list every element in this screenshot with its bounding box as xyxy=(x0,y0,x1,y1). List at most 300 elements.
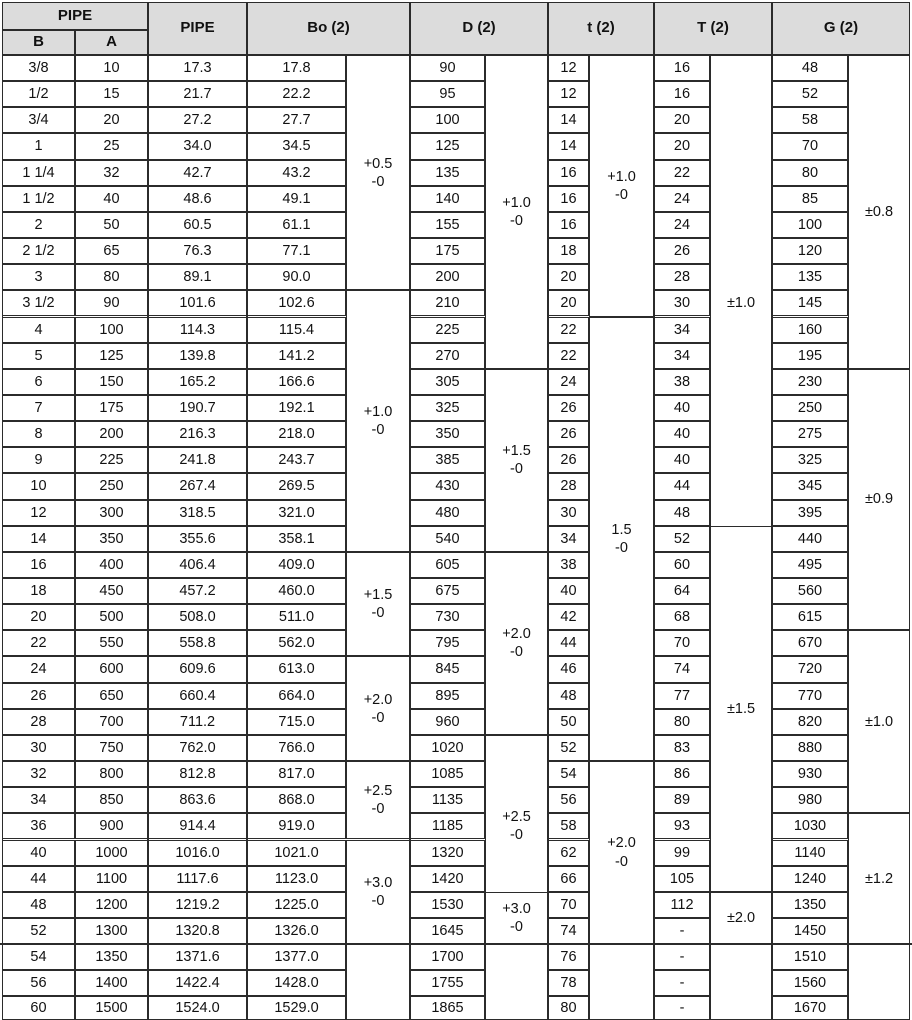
cell-g: 85 xyxy=(772,186,848,212)
cell-a: 1100 xyxy=(75,866,148,892)
cell-bo: 243.7 xyxy=(247,447,346,473)
cell-d: 100 xyxy=(410,107,485,133)
cell-pipe: 1371.6 xyxy=(148,944,247,970)
cell-d: 1530 xyxy=(410,892,485,918)
cell-t-big: 40 xyxy=(654,421,710,447)
cell-pipe: 190.7 xyxy=(148,395,247,421)
cell-bo: 61.1 xyxy=(247,212,346,238)
cell-pipe: 101.6 xyxy=(148,290,247,316)
cell-t-big: 26 xyxy=(654,238,710,264)
cell-d: 95 xyxy=(410,81,485,107)
cell-pipe: 114.3 xyxy=(148,317,247,343)
cell-t-big: 112 xyxy=(654,892,710,918)
cell-pipe: 76.3 xyxy=(148,238,247,264)
cell-g: 52 xyxy=(772,81,848,107)
cell-pipe: 457.2 xyxy=(148,578,247,604)
cell-d: 480 xyxy=(410,500,485,526)
cell-t-small: 20 xyxy=(548,290,589,316)
cell-b: 10 xyxy=(2,473,75,499)
cell-pipe: 355.6 xyxy=(148,526,247,552)
cell-a: 25 xyxy=(75,133,148,159)
cell-d: 200 xyxy=(410,264,485,290)
cell-d: 175 xyxy=(410,238,485,264)
tolerance-t-big xyxy=(710,944,772,1020)
cell-a: 400 xyxy=(75,552,148,578)
cell-g: 120 xyxy=(772,238,848,264)
cell-t-small: 70 xyxy=(548,892,589,918)
cell-b: 36 xyxy=(2,813,75,839)
cell-bo: 1123.0 xyxy=(247,866,346,892)
cell-g: 1240 xyxy=(772,866,848,892)
cell-g: 930 xyxy=(772,761,848,787)
cell-bo: 358.1 xyxy=(247,526,346,552)
cell-d: 675 xyxy=(410,578,485,604)
cell-b: 1 xyxy=(2,133,75,159)
cell-d: 135 xyxy=(410,160,485,186)
cell-t-big: 52 xyxy=(654,526,710,552)
tolerance-g: ±1.2 xyxy=(848,813,910,944)
cell-bo: 613.0 xyxy=(247,656,346,682)
section-separator xyxy=(0,943,912,945)
cell-d: 1135 xyxy=(410,787,485,813)
cell-a: 20 xyxy=(75,107,148,133)
cell-a: 100 xyxy=(75,317,148,343)
cell-pipe: 609.6 xyxy=(148,656,247,682)
cell-t-small: 50 xyxy=(548,709,589,735)
cell-t-small: 78 xyxy=(548,970,589,996)
cell-pipe: 27.2 xyxy=(148,107,247,133)
cell-a: 850 xyxy=(75,787,148,813)
cell-pipe: 558.8 xyxy=(148,630,247,656)
cell-b: 40 xyxy=(2,840,75,866)
cell-pipe: 48.6 xyxy=(148,186,247,212)
cell-bo: 269.5 xyxy=(247,473,346,499)
cell-pipe: 863.6 xyxy=(148,787,247,813)
tolerance-g: ±1.0 xyxy=(848,630,910,813)
cell-t-big: 99 xyxy=(654,840,710,866)
cell-t-big: - xyxy=(654,996,710,1020)
cell-g: 440 xyxy=(772,526,848,552)
tolerance-d: +3.0 -0 xyxy=(485,892,548,944)
cell-d: 1420 xyxy=(410,866,485,892)
cell-t-big: 24 xyxy=(654,186,710,212)
cell-pipe: 267.4 xyxy=(148,473,247,499)
cell-bo: 715.0 xyxy=(247,709,346,735)
cell-b: 26 xyxy=(2,683,75,709)
cell-b: 8 xyxy=(2,421,75,447)
cell-b: 2 xyxy=(2,212,75,238)
cell-b: 48 xyxy=(2,892,75,918)
cell-pipe: 34.0 xyxy=(148,133,247,159)
cell-a: 150 xyxy=(75,369,148,395)
cell-t-small: 14 xyxy=(548,133,589,159)
cell-t-small: 22 xyxy=(548,317,589,343)
cell-d: 225 xyxy=(410,317,485,343)
cell-b: 18 xyxy=(2,578,75,604)
cell-a: 65 xyxy=(75,238,148,264)
cell-a: 500 xyxy=(75,604,148,630)
tolerance-t-small: +1.0 -0 xyxy=(589,55,654,317)
header-t-big: T (2) xyxy=(654,2,772,55)
cell-a: 600 xyxy=(75,656,148,682)
header-b: B xyxy=(2,30,75,55)
cell-b: 56 xyxy=(2,970,75,996)
cell-a: 1200 xyxy=(75,892,148,918)
header-t-small: t (2) xyxy=(548,2,654,55)
cell-b: 5 xyxy=(2,343,75,369)
cell-bo: 1021.0 xyxy=(247,840,346,866)
cell-pipe: 89.1 xyxy=(148,264,247,290)
cell-a: 90 xyxy=(75,290,148,316)
cell-t-small: 42 xyxy=(548,604,589,630)
cell-t-small: 58 xyxy=(548,813,589,839)
cell-d: 1645 xyxy=(410,918,485,944)
tolerance-d: +2.5 -0 xyxy=(485,735,548,918)
cell-a: 1000 xyxy=(75,840,148,866)
tolerance-g xyxy=(848,944,910,1020)
cell-t-big: 105 xyxy=(654,866,710,892)
cell-t-small: 52 xyxy=(548,735,589,761)
cell-d: 1320 xyxy=(410,840,485,866)
cell-t-small: 28 xyxy=(548,473,589,499)
cell-b: 1 1/4 xyxy=(2,160,75,186)
cell-a: 350 xyxy=(75,526,148,552)
tolerance-bo: +2.0 -0 xyxy=(346,656,410,761)
cell-pipe: 1524.0 xyxy=(148,996,247,1020)
cell-g: 250 xyxy=(772,395,848,421)
cell-b: 60 xyxy=(2,996,75,1020)
cell-d: 305 xyxy=(410,369,485,395)
cell-g: 980 xyxy=(772,787,848,813)
cell-d: 325 xyxy=(410,395,485,421)
cell-bo: 218.0 xyxy=(247,421,346,447)
cell-a: 650 xyxy=(75,683,148,709)
cell-pipe: 165.2 xyxy=(148,369,247,395)
cell-bo: 919.0 xyxy=(247,813,346,839)
cell-t-small: 80 xyxy=(548,996,589,1020)
cell-a: 32 xyxy=(75,160,148,186)
cell-t-small: 48 xyxy=(548,683,589,709)
cell-g: 1030 xyxy=(772,813,848,839)
cell-t-small: 16 xyxy=(548,160,589,186)
cell-pipe: 17.3 xyxy=(148,55,247,81)
cell-b: 4 xyxy=(2,317,75,343)
cell-a: 800 xyxy=(75,761,148,787)
cell-t-small: 34 xyxy=(548,526,589,552)
cell-g: 880 xyxy=(772,735,848,761)
cell-t-small: 66 xyxy=(548,866,589,892)
cell-bo: 1377.0 xyxy=(247,944,346,970)
cell-g: 58 xyxy=(772,107,848,133)
cell-b: 30 xyxy=(2,735,75,761)
cell-bo: 43.2 xyxy=(247,160,346,186)
cell-t-small: 12 xyxy=(548,55,589,81)
cell-b: 34 xyxy=(2,787,75,813)
cell-t-small: 40 xyxy=(548,578,589,604)
cell-b: 2 1/2 xyxy=(2,238,75,264)
cell-bo: 460.0 xyxy=(247,578,346,604)
cell-g: 1510 xyxy=(772,944,848,970)
cell-d: 1755 xyxy=(410,970,485,996)
cell-d: 90 xyxy=(410,55,485,81)
cell-a: 50 xyxy=(75,212,148,238)
cell-bo: 115.4 xyxy=(247,317,346,343)
cell-bo: 27.7 xyxy=(247,107,346,133)
cell-pipe: 762.0 xyxy=(148,735,247,761)
cell-g: 720 xyxy=(772,656,848,682)
cell-b: 16 xyxy=(2,552,75,578)
cell-b: 22 xyxy=(2,630,75,656)
tolerance-d: +1.5 -0 xyxy=(485,369,548,552)
cell-t-big: 48 xyxy=(654,500,710,526)
cell-t-small: 76 xyxy=(548,944,589,970)
tolerance-g: ±0.9 xyxy=(848,369,910,631)
header-g: G (2) xyxy=(772,2,910,55)
cell-g: 195 xyxy=(772,343,848,369)
cell-t-big: 93 xyxy=(654,813,710,839)
cell-t-small: 62 xyxy=(548,840,589,866)
cell-t-big: - xyxy=(654,918,710,944)
cell-b: 3/8 xyxy=(2,55,75,81)
cell-t-small: 26 xyxy=(548,395,589,421)
tolerance-t-big: ±1.0 xyxy=(710,55,772,552)
cell-a: 1500 xyxy=(75,996,148,1020)
cell-g: 275 xyxy=(772,421,848,447)
cell-a: 700 xyxy=(75,709,148,735)
cell-g: 615 xyxy=(772,604,848,630)
cell-t-big: 22 xyxy=(654,160,710,186)
cell-pipe: 216.3 xyxy=(148,421,247,447)
cell-t-big: 30 xyxy=(654,290,710,316)
cell-bo: 22.2 xyxy=(247,81,346,107)
cell-b: 44 xyxy=(2,866,75,892)
cell-d: 1085 xyxy=(410,761,485,787)
cell-t-big: 16 xyxy=(654,81,710,107)
cell-b: 1/2 xyxy=(2,81,75,107)
cell-a: 1300 xyxy=(75,918,148,944)
cell-a: 40 xyxy=(75,186,148,212)
cell-t-small: 44 xyxy=(548,630,589,656)
cell-g: 770 xyxy=(772,683,848,709)
cell-bo: 664.0 xyxy=(247,683,346,709)
cell-d: 1185 xyxy=(410,813,485,839)
cell-b: 14 xyxy=(2,526,75,552)
cell-a: 200 xyxy=(75,421,148,447)
cell-d: 155 xyxy=(410,212,485,238)
tolerance-bo: +1.0 -0 xyxy=(346,290,410,552)
tolerance-d: +1.0 -0 xyxy=(485,55,548,369)
cell-d: 845 xyxy=(410,656,485,682)
cell-pipe: 60.5 xyxy=(148,212,247,238)
cell-t-big: 20 xyxy=(654,107,710,133)
cell-g: 230 xyxy=(772,369,848,395)
cell-t-big: 38 xyxy=(654,369,710,395)
cell-pipe: 21.7 xyxy=(148,81,247,107)
cell-bo: 321.0 xyxy=(247,500,346,526)
cell-d: 895 xyxy=(410,683,485,709)
cell-t-big: 77 xyxy=(654,683,710,709)
tolerance-bo: +2.5 -0 xyxy=(346,761,410,839)
cell-g: 48 xyxy=(772,55,848,81)
cell-bo: 511.0 xyxy=(247,604,346,630)
cell-bo: 766.0 xyxy=(247,735,346,761)
cell-g: 160 xyxy=(772,317,848,343)
cell-a: 15 xyxy=(75,81,148,107)
header-d: D (2) xyxy=(410,2,548,55)
cell-a: 1400 xyxy=(75,970,148,996)
cell-pipe: 660.4 xyxy=(148,683,247,709)
cell-t-big: 70 xyxy=(654,630,710,656)
cell-a: 300 xyxy=(75,500,148,526)
cell-bo: 141.2 xyxy=(247,343,346,369)
cell-t-small: 18 xyxy=(548,238,589,264)
cell-t-big: 16 xyxy=(654,55,710,81)
cell-g: 1560 xyxy=(772,970,848,996)
header-pipe-group: PIPE xyxy=(2,2,148,30)
cell-t-small: 46 xyxy=(548,656,589,682)
cell-pipe: 318.5 xyxy=(148,500,247,526)
cell-g: 145 xyxy=(772,290,848,316)
tolerance-t-big: ±2.0 xyxy=(710,892,772,944)
cell-b: 24 xyxy=(2,656,75,682)
cell-d: 430 xyxy=(410,473,485,499)
cell-t-big: 34 xyxy=(654,343,710,369)
cell-bo: 868.0 xyxy=(247,787,346,813)
cell-g: 345 xyxy=(772,473,848,499)
tolerance-d: +2.0 -0 xyxy=(485,552,548,735)
cell-d: 210 xyxy=(410,290,485,316)
header-pipe: PIPE xyxy=(148,2,247,55)
cell-g: 820 xyxy=(772,709,848,735)
cell-pipe: 1117.6 xyxy=(148,866,247,892)
header-a: A xyxy=(75,30,148,55)
cell-bo: 1225.0 xyxy=(247,892,346,918)
cell-b: 20 xyxy=(2,604,75,630)
cell-g: 325 xyxy=(772,447,848,473)
cell-g: 80 xyxy=(772,160,848,186)
cell-b: 3 xyxy=(2,264,75,290)
cell-t-big: 34 xyxy=(654,317,710,343)
cell-b: 3 1/2 xyxy=(2,290,75,316)
cell-pipe: 711.2 xyxy=(148,709,247,735)
cell-bo: 409.0 xyxy=(247,552,346,578)
cell-t-big: 68 xyxy=(654,604,710,630)
cell-t-small: 26 xyxy=(548,447,589,473)
cell-a: 175 xyxy=(75,395,148,421)
cell-bo: 1529.0 xyxy=(247,996,346,1020)
cell-t-small: 56 xyxy=(548,787,589,813)
cell-bo: 562.0 xyxy=(247,630,346,656)
cell-t-small: 24 xyxy=(548,369,589,395)
cell-d: 1865 xyxy=(410,996,485,1020)
cell-a: 750 xyxy=(75,735,148,761)
cell-bo: 1428.0 xyxy=(247,970,346,996)
cell-t-big: 83 xyxy=(654,735,710,761)
cell-b: 32 xyxy=(2,761,75,787)
cell-t-small: 22 xyxy=(548,343,589,369)
tolerance-bo: +1.5 -0 xyxy=(346,552,410,657)
cell-pipe: 1016.0 xyxy=(148,840,247,866)
cell-t-small: 12 xyxy=(548,81,589,107)
cell-bo: 192.1 xyxy=(247,395,346,421)
cell-pipe: 42.7 xyxy=(148,160,247,186)
cell-a: 225 xyxy=(75,447,148,473)
tolerance-g: ±0.8 xyxy=(848,55,910,369)
cell-t-big: 40 xyxy=(654,447,710,473)
cell-pipe: 241.8 xyxy=(148,447,247,473)
tolerance-bo xyxy=(346,944,410,1020)
tolerance-bo: +3.0 -0 xyxy=(346,840,410,945)
cell-t-big: 24 xyxy=(654,212,710,238)
cell-bo: 102.6 xyxy=(247,290,346,316)
cell-b: 9 xyxy=(2,447,75,473)
cell-d: 730 xyxy=(410,604,485,630)
cell-t-small: 30 xyxy=(548,500,589,526)
cell-pipe: 1320.8 xyxy=(148,918,247,944)
cell-g: 135 xyxy=(772,264,848,290)
cell-t-big: 89 xyxy=(654,787,710,813)
cell-pipe: 508.0 xyxy=(148,604,247,630)
cell-t-small: 20 xyxy=(548,264,589,290)
cell-d: 960 xyxy=(410,709,485,735)
cell-a: 10 xyxy=(75,55,148,81)
cell-t-small: 14 xyxy=(548,107,589,133)
cell-g: 495 xyxy=(772,552,848,578)
cell-bo: 166.6 xyxy=(247,369,346,395)
tolerance-t-small: +2.0 -0 xyxy=(589,761,654,944)
cell-t-big: 40 xyxy=(654,395,710,421)
cell-t-big: 80 xyxy=(654,709,710,735)
cell-g: 395 xyxy=(772,500,848,526)
cell-a: 550 xyxy=(75,630,148,656)
tolerance-t-big: ±1.5 xyxy=(710,526,772,892)
cell-t-small: 26 xyxy=(548,421,589,447)
cell-b: 54 xyxy=(2,944,75,970)
cell-g: 100 xyxy=(772,212,848,238)
cell-bo: 817.0 xyxy=(247,761,346,787)
cell-g: 1670 xyxy=(772,996,848,1020)
cell-t-big: 64 xyxy=(654,578,710,604)
cell-d: 605 xyxy=(410,552,485,578)
cell-d: 140 xyxy=(410,186,485,212)
tolerance-t-small xyxy=(589,944,654,1020)
cell-b: 7 xyxy=(2,395,75,421)
cell-g: 1350 xyxy=(772,892,848,918)
cell-g: 70 xyxy=(772,133,848,159)
cell-pipe: 1422.4 xyxy=(148,970,247,996)
cell-t-big: - xyxy=(654,970,710,996)
cell-a: 250 xyxy=(75,473,148,499)
cell-g: 1450 xyxy=(772,918,848,944)
cell-a: 900 xyxy=(75,813,148,839)
cell-bo: 77.1 xyxy=(247,238,346,264)
cell-t-big: 44 xyxy=(654,473,710,499)
cell-g: 1140 xyxy=(772,840,848,866)
cell-a: 125 xyxy=(75,343,148,369)
cell-d: 385 xyxy=(410,447,485,473)
cell-bo: 90.0 xyxy=(247,264,346,290)
cell-a: 1350 xyxy=(75,944,148,970)
cell-d: 795 xyxy=(410,630,485,656)
cell-g: 670 xyxy=(772,630,848,656)
cell-t-small: 74 xyxy=(548,918,589,944)
tolerance-bo: +0.5 -0 xyxy=(346,55,410,290)
cell-b: 6 xyxy=(2,369,75,395)
cell-g: 560 xyxy=(772,578,848,604)
cell-b: 28 xyxy=(2,709,75,735)
cell-pipe: 139.8 xyxy=(148,343,247,369)
cell-b: 52 xyxy=(2,918,75,944)
